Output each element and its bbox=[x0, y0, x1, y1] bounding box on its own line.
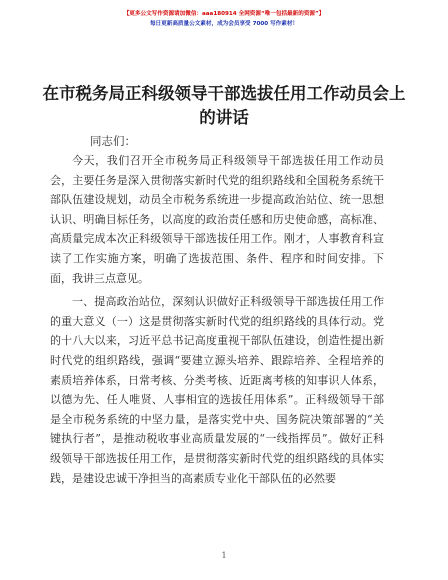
paragraph-intro: 今天，我们召开全市税务局正科级领导干部选拔任用工作动员会，主要任务是深入贯彻落实新时代党的组织路线和全国税务系统干部队伍建设规划，动员全市税务系统进一步提高政治站位、统一思想认识、明确目标任务，以高度的政治责任感和历史使命感，高标准、高质量完成本次正科级领导干部选拔任用工作。刚才，人事教育科宣读了工作实施方案，明确了选拔范围、条件、程序和时间安排。下面，我讲三点意见。 bbox=[50, 154, 384, 285]
promo-banner-line-2: 每日更新高质量公文素材，成为会员享受 7000 写作素材！ bbox=[149, 21, 299, 27]
document-title: 在市税务局正科级领导干部选拔任用工作动员会上的讲话 bbox=[42, 84, 406, 127]
document-body bbox=[50, 151, 384, 488]
promo-banner-line-1: 【更多公文写作资源请加微信：aaa180914 全网资源“唯一包括最新的资源”】 bbox=[123, 11, 325, 17]
page-number: 1 bbox=[221, 551, 227, 560]
paragraph-section-one: 一、提高政治站位，深刻认识做好正科级领导干部选拔任用工作的重大意义（一）这是贯彻落实新时代党的组织路线的具体行动。党的十八大以来，习近平总书记高度重视干部队伍建设，创造性提出新时代党的组织路线，强调“要建立源头培养、跟踪培养、全程培养的素质培养体系，日常考核、分类考核、近距离考核的知事识人体系，以德为先、任人唯贤、人事相宜的选拔任用体系”。正科级领导干部是全市税务系统的中坚力量，是落实党中央、国务院决策部署的“关键执行者”，是推动税收事业高质量发展的“一线指挥员”。做好正科级领导干部选拔任用工作，是贯彻落实新时代党的组织路线的具体实践，是建设忠诚干净担当的高素质专业化干部队伍的必然要 bbox=[50, 295, 384, 485]
greeting: 同志们： bbox=[90, 134, 136, 148]
